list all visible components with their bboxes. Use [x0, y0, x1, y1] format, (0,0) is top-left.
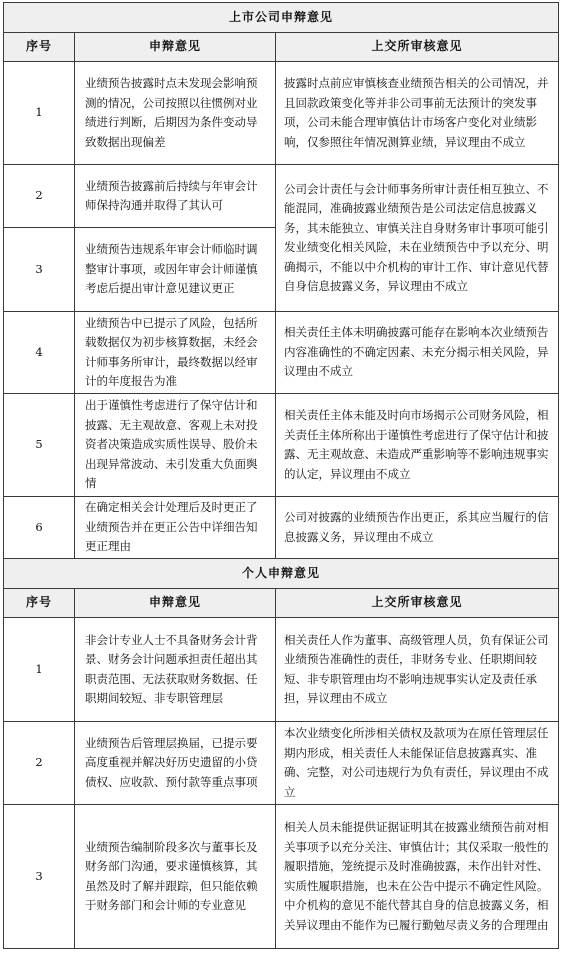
section-person-title-row	[4, 559, 559, 589]
appeal-text: 在确定相关会计处理后及时更正了业绩预告并在更正公告中详细告知更正理由	[75, 497, 276, 559]
table-row	[4, 165, 559, 228]
row-number: 2	[4, 165, 75, 228]
header-review: 上交所审核意见	[276, 33, 559, 62]
row-number: 1	[4, 62, 75, 165]
review-text: 相关人员未能提供证据证明其在披露业绩预告前对相关事项予以充分关注、审慎估计；其仅采取一般性的履职措施，笼统提示及时准确披露，未作出针对性、实质性履职措施，也未在公告中提示不确定性风险。中介机构的意见不能代替其自身的信息披露义务，相关异议理由不能作为已履行勤勉尽责义务的合理理由	[276, 805, 559, 949]
section-person-header-row	[4, 589, 559, 618]
opinion-table-container	[3, 2, 558, 949]
review-text: 相关责任主体未能及时向市场揭示公司财务风险，相关责任主体所称出于谨慎性考虑进行了保守估计和披露、无主观故意、未造成严重影响等不影响违规事实的认定，异议理由不成立	[276, 394, 559, 497]
table-row	[4, 618, 559, 722]
review-text: 相关责任人作为董事、高级管理人员，负有保证公司业绩预告准确性的责任，非财务专业、任职期间较短、非专职管理由均不影响违规事实认定及责任承担，异议理由不成立	[276, 618, 559, 722]
table-row	[4, 722, 559, 805]
appeal-text: 非会计专业人士不具备财务会计背景、财务会计问题承担责任超出其职责范围、无法获取财务数据、任职期间较短、非专职管理层	[75, 618, 276, 722]
row-number: 3	[4, 805, 75, 949]
header-review: 上交所审核意见	[276, 589, 559, 618]
appeal-text: 业绩预告后管理层换届，已提示要高度重视并解决好历史遗留的小贷债权、应收款、预付款等重点事项	[75, 722, 276, 805]
table-row	[4, 394, 559, 497]
review-text: 相关责任主体未明确披露可能存在影响本次业绩预告内容准确性的不确定因素、未充分揭示相关风险，异议理由不成立	[276, 312, 559, 394]
row-number: 3	[4, 228, 75, 312]
header-no: 序号	[4, 33, 75, 62]
header-no: 序号	[4, 589, 75, 618]
row-number: 2	[4, 722, 75, 805]
opinion-table	[3, 2, 559, 949]
section-company-title: 上市公司申辩意见	[4, 3, 559, 33]
header-appeal: 申辩意见	[75, 33, 276, 62]
row-number: 1	[4, 618, 75, 722]
section-company-header-row	[4, 33, 559, 62]
table-row	[4, 497, 559, 559]
appeal-text: 业绩预告披露时点未发现会影响预测的情况，公司按照以往惯例对业绩进行判断，后期因为条件变动导致数据出现偏差	[75, 62, 276, 165]
appeal-text: 业绩预告中已提示了风险，包括所载数据仅为初步核算数据，未经会计师事务所审计，最终数据以经审计的年度报告为准	[75, 312, 276, 394]
table-row	[4, 805, 559, 949]
appeal-text: 业绩预告披露前后持续与年审会计师保持沟通并取得了其认可	[75, 165, 276, 228]
review-text: 公司对披露的业绩预告作出更正，系其应当履行的信息披露义务，异议理由不成立	[276, 497, 559, 559]
header-appeal: 申辩意见	[75, 589, 276, 618]
section-person-title: 个人申辩意见	[4, 559, 559, 589]
review-text: 披露时点前应审慎核查业绩预告相关的公司情况，并且回款政策变化等并非公司事前无法预计的突发事项，公司未能合理审慎估计市场客户变化对业绩影响，仅参照往年情况测算业绩，异议理由不成立	[276, 62, 559, 165]
appeal-text: 业绩预告违规系年审会计师临时调整审计事项，或因年审会计师谨慎考虑后提出审计意见建议更正	[75, 228, 276, 312]
appeal-text: 业绩预告编制阶段多次与董事长及财务部门沟通，要求谨慎核算，其虽然及时了解并跟踪，但只能依赖于财务部门和会计师的专业意见	[75, 805, 276, 949]
table-row	[4, 62, 559, 165]
row-number: 6	[4, 497, 75, 559]
row-number: 4	[4, 312, 75, 394]
review-text: 本次业绩变化所涉相关债权及款项为在原任管理层任期内形成，相关责任人未能保证信息披露真实、准确、完整，对公司违规行为负有责任，异议理由不成立	[276, 722, 559, 805]
row-number: 5	[4, 394, 75, 497]
appeal-text: 出于谨慎性考虑进行了保守估计和披露、无主观故意、客观上未对投资者决策造成实质性误导、股价未出现异常波动、未引发重大负面舆情	[75, 394, 276, 497]
review-text: 公司会计责任与会计师事务所审计责任相互独立、不能混同，准确披露业绩预告是公司法定信息披露义务，其未能独立、审慎关注自身财务审计事项可能引发业绩变化相关风险，未在业绩预告中予以充分、明确揭示，不能以中介机构的审计工作、审计意见代替自身信息披露义务，异议理由不成立	[276, 165, 559, 312]
section-company-title-row	[4, 3, 559, 33]
table-row	[4, 312, 559, 394]
